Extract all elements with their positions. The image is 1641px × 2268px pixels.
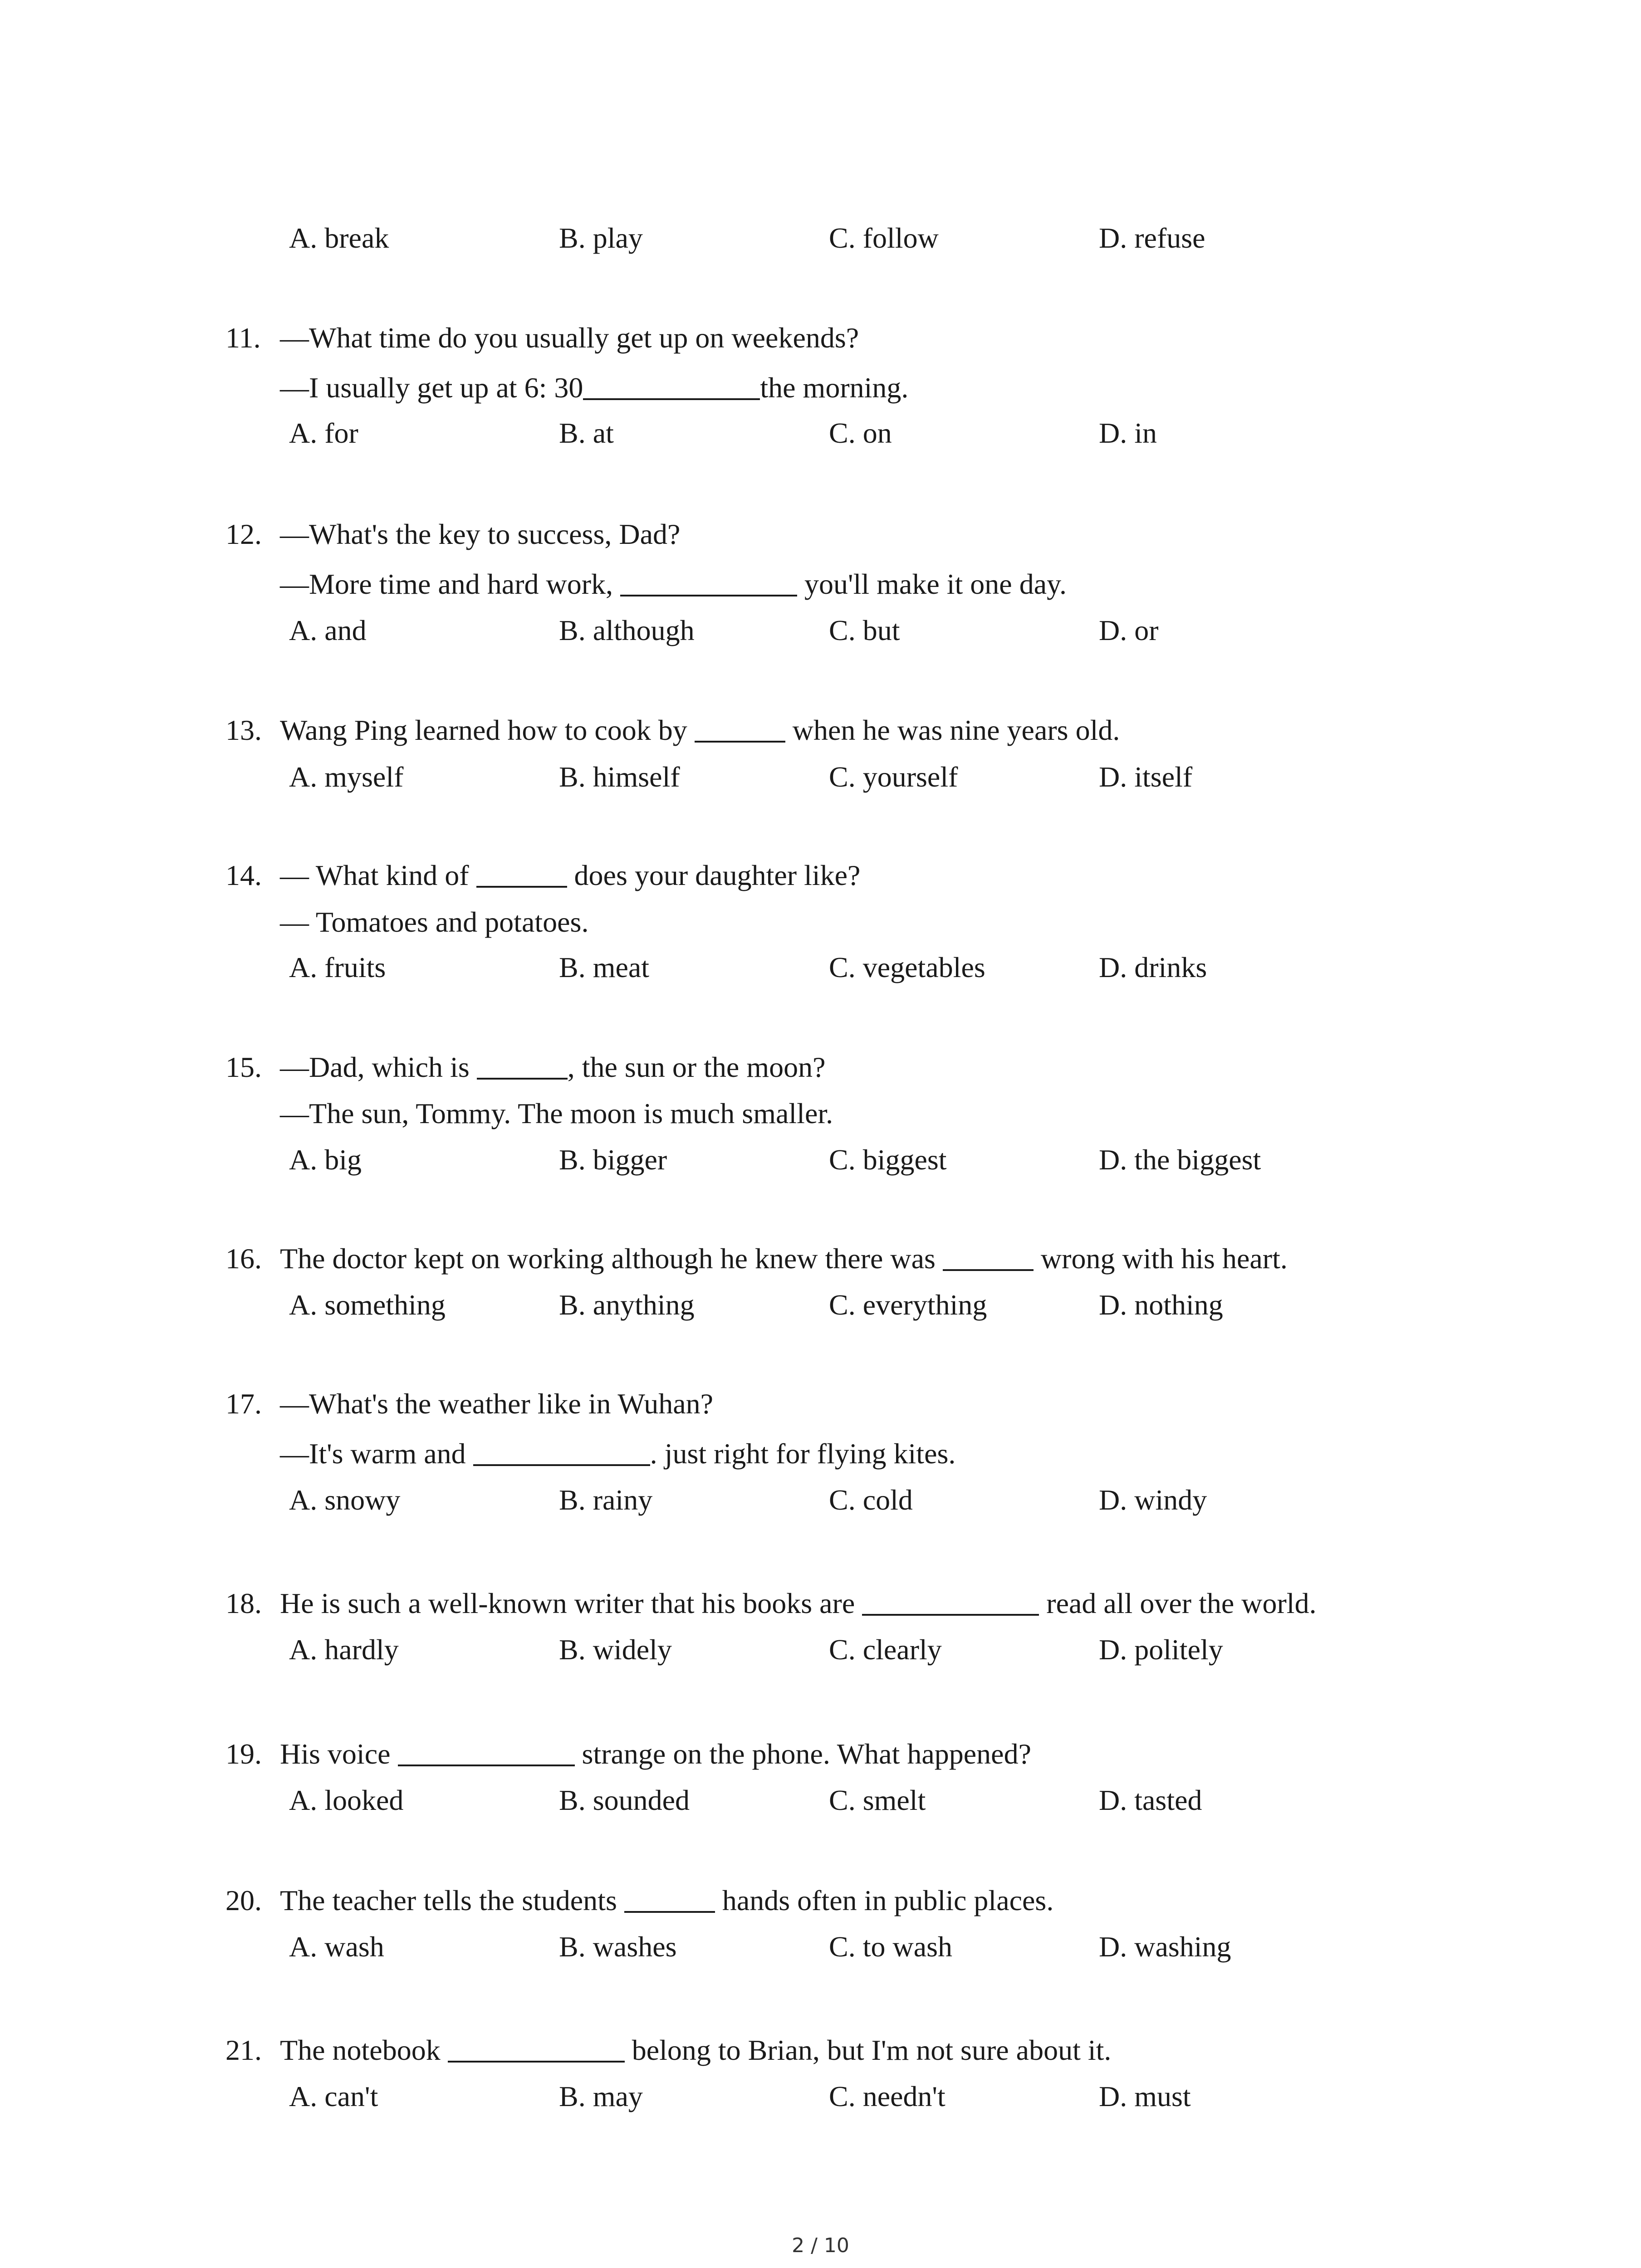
option-d: D. washing — [1099, 1931, 1231, 1963]
question-text: hands often in public places. — [715, 1884, 1054, 1916]
question-text: you'll make it one day. — [797, 568, 1067, 600]
question-number: 20. — [225, 1884, 262, 1916]
question-text: The doctor kept on working although he knew there was — [280, 1242, 943, 1275]
question-line — [280, 2025, 1111, 2075]
question-number: 19. — [225, 1738, 262, 1770]
option-d: D. nothing — [1099, 1289, 1223, 1321]
option-b: B. meat — [559, 951, 650, 983]
question-text: . just right for flying kites. — [650, 1437, 956, 1470]
option-b: B. sounded — [559, 1784, 690, 1816]
option-b: B. widely — [559, 1633, 672, 1666]
question-text: —I usually get up at 6: 30 — [280, 371, 583, 404]
answer-blank — [943, 1237, 1034, 1271]
option-d: D. in — [1099, 417, 1157, 449]
question-number: 15. — [225, 1051, 262, 1083]
question-line — [280, 705, 1120, 755]
question-line: — Tomatoes and potatoes. — [280, 906, 589, 938]
option-a: A. hardly — [289, 1633, 399, 1666]
option-c: C. yourself — [829, 761, 958, 793]
option-d: D. tasted — [1099, 1784, 1202, 1816]
option-d: D. politely — [1099, 1633, 1223, 1666]
option-b: B. although — [559, 614, 695, 646]
question-line — [280, 1234, 1288, 1284]
question-number: 14. — [225, 859, 262, 891]
option-a: A. snowy — [289, 1484, 401, 1516]
question-line — [280, 850, 860, 900]
option-b: B. himself — [559, 761, 680, 793]
option-c: C. biggest — [829, 1144, 947, 1176]
answer-blank — [477, 1046, 568, 1080]
option-d: D. must — [1099, 2080, 1191, 2112]
option-b: B. at — [559, 417, 614, 449]
option-a: A. for — [289, 417, 358, 449]
option-a: A. wash — [289, 1931, 384, 1963]
option-d: D. itself — [1099, 761, 1193, 793]
question-text: He is such a well-known writer that his books are — [280, 1587, 862, 1619]
option-b: B. bigger — [559, 1144, 667, 1176]
question-text: belong to Brian, but I'm not sure about it. — [624, 2034, 1112, 2066]
question-text: read all over the world. — [1039, 1587, 1317, 1619]
option-d: D. the biggest — [1099, 1144, 1261, 1176]
answer-blank — [448, 2029, 625, 2063]
option-c: C. to wash — [829, 1931, 952, 1963]
option-c: C. smelt — [829, 1784, 926, 1816]
option-c: C. but — [829, 614, 900, 646]
option-c: C. vegetables — [829, 951, 985, 983]
option-d: D. drinks — [1099, 951, 1207, 983]
option-a: A. something — [289, 1289, 446, 1321]
question-text: The notebook — [280, 2034, 448, 2066]
option-d: D. refuse — [1099, 222, 1205, 254]
option-a: A. myself — [289, 761, 404, 793]
answer-blank — [862, 1582, 1039, 1616]
question-number: 18. — [225, 1587, 262, 1619]
question-text: —It's warm and — [280, 1437, 473, 1470]
option-a: A. and — [289, 614, 367, 646]
option-c: C. on — [829, 417, 892, 449]
option-b: B. may — [559, 2080, 643, 2112]
answer-blank — [398, 1733, 575, 1766]
option-b: B. play — [559, 222, 643, 254]
question-text: wrong with his heart. — [1033, 1242, 1288, 1275]
question-line: —What's the key to success, Dad? — [280, 518, 681, 550]
option-a: A. can't — [289, 2080, 378, 2112]
option-a: A. looked — [289, 1784, 404, 1816]
option-a: A. break — [289, 222, 389, 254]
answer-blank — [476, 854, 567, 888]
option-c: C. needn't — [829, 2080, 945, 2112]
question-line: —The sun, Tommy. The moon is much smaller. — [280, 1097, 833, 1129]
option-c: C. follow — [829, 222, 939, 254]
question-text: the morning. — [760, 371, 909, 404]
question-text: His voice — [280, 1738, 398, 1770]
question-text: , the sun or the moon? — [567, 1051, 826, 1083]
question-line: —What time do you usually get up on weekends? — [280, 322, 859, 354]
question-line — [280, 559, 1067, 609]
answer-blank — [695, 709, 785, 743]
question-number: 21. — [225, 2034, 262, 2066]
option-c: C. clearly — [829, 1633, 942, 1666]
question-line — [280, 1042, 826, 1092]
question-text: Wang Ping learned how to cook by — [280, 714, 695, 746]
option-a: A. fruits — [289, 951, 386, 983]
question-line — [280, 1876, 1053, 1926]
question-text: —Dad, which is — [280, 1051, 477, 1083]
option-d: D. or — [1099, 614, 1159, 646]
question-line — [280, 1429, 955, 1479]
question-line: —What's the weather like in Wuhan? — [280, 1388, 713, 1420]
option-a: A. big — [289, 1144, 362, 1176]
option-b: B. washes — [559, 1931, 677, 1963]
option-d: D. windy — [1099, 1484, 1207, 1516]
question-line — [280, 363, 908, 413]
question-text: does your daughter like? — [567, 859, 861, 891]
question-number: 13. — [225, 714, 262, 746]
option-c: C. cold — [829, 1484, 913, 1516]
question-line — [280, 1579, 1317, 1628]
option-b: B. anything — [559, 1289, 695, 1321]
question-number: 17. — [225, 1388, 262, 1420]
answer-blank — [624, 1879, 715, 1913]
answer-blank — [583, 367, 760, 400]
question-number: 12. — [225, 518, 262, 550]
question-text: strange on the phone. What happened? — [574, 1738, 1031, 1770]
question-text: — What kind of — [280, 859, 476, 891]
option-b: B. rainy — [559, 1484, 653, 1516]
answer-blank — [620, 563, 797, 596]
question-number: 16. — [225, 1242, 262, 1275]
question-text: —More time and hard work, — [280, 568, 621, 600]
question-text: The teacher tells the students — [280, 1884, 624, 1916]
question-number: 11. — [225, 322, 261, 354]
question-text: when he was nine years old. — [785, 714, 1120, 746]
answer-blank — [473, 1432, 650, 1466]
page-number: 2 / 10 — [792, 2234, 849, 2257]
option-c: C. everything — [829, 1289, 987, 1321]
question-line — [280, 1729, 1031, 1779]
